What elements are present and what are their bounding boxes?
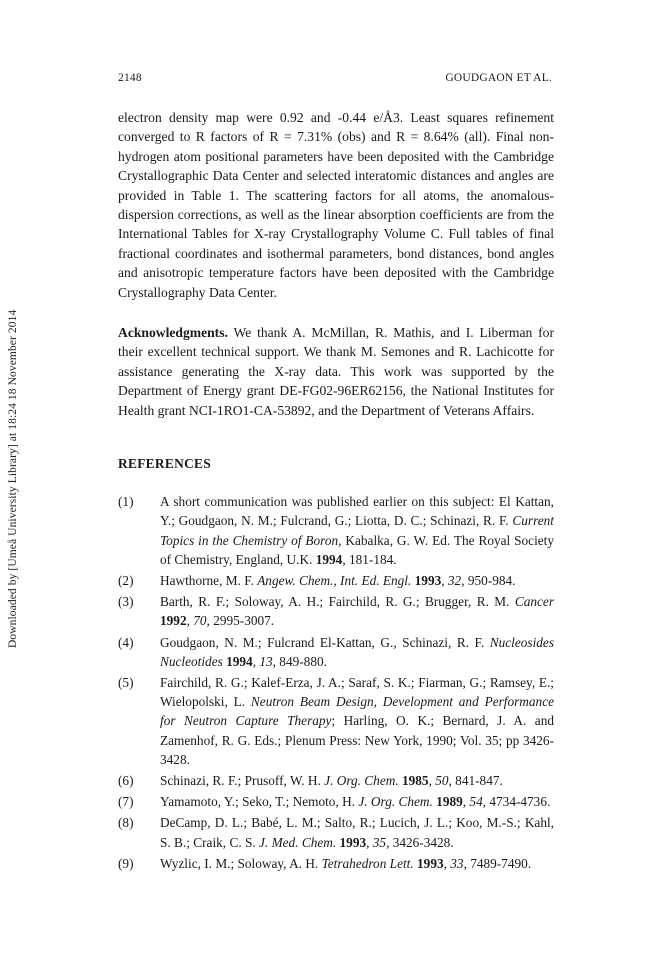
reference-pages: , 950-984.	[461, 572, 516, 588]
reference-number: (6)	[118, 772, 134, 788]
reference-item	[118, 854, 554, 873]
reference-pages: , 7489-7490.	[463, 855, 532, 871]
reference-item	[118, 592, 554, 630]
reference-number: (4)	[118, 634, 134, 650]
reference-authors: Yamamoto, Y.; Seko, T.; Nemoto, H.	[160, 794, 359, 810]
acknowledgments-heading: Acknowledgments.	[118, 325, 228, 341]
reference-pages: , 2995-3007.	[206, 613, 275, 629]
reference-number: (9)	[118, 855, 134, 871]
reference-year: 1994	[226, 653, 253, 669]
reference-source: J. Org. Chem.	[324, 772, 399, 788]
reference-number: (3)	[118, 594, 134, 610]
reference-number: (8)	[118, 815, 134, 831]
reference-year: 1993	[414, 572, 442, 588]
reference-item	[118, 771, 554, 790]
reference-number: (7)	[118, 794, 134, 810]
reference-source: Angew. Chem., Int. Ed. Engl.	[257, 572, 412, 588]
reference-authors: Schinazi, R. F.; Prusoff, W. H.	[160, 772, 325, 788]
reference-pages: , 181-184.	[342, 551, 397, 567]
reference-year: 1993	[339, 834, 367, 850]
reference-pages: , 3426-3428.	[386, 834, 454, 850]
reference-item	[118, 492, 554, 569]
reference-volume: 70	[193, 613, 207, 629]
reference-year: 1992	[160, 613, 187, 629]
reference-volume: 35	[372, 834, 387, 850]
download-watermark: Downloaded by [Umeå University Library] at 18:24 18 November 2014	[7, 309, 19, 648]
reference-item	[118, 633, 554, 671]
reference-details: ; Harling, O. K.; Bernard, J. A. and Zamenhof, R. G. Eds.; Plenum Press: New York, 1990; Vol. 35; pp 3426-3428.	[160, 713, 554, 767]
reference-authors: Wyzlic, I. M.; Soloway, A. H.	[160, 855, 322, 871]
reference-authors: A short communication was published earlier on this subject: El Kattan, Y.; Goudgaon, N. M.; Fulcrand, G.; Liotta, D. C.; Schinazi, R. F.	[160, 494, 554, 529]
reference-number: (1)	[118, 494, 134, 510]
reference-item	[118, 813, 554, 851]
reference-source: J. Med. Chem.	[259, 834, 337, 850]
reference-authors: DeCamp, D. L.; Babé, L. M.; Salto, R.; Lucich, J. L.; Koo, M.-S.; Kahl, S. B.; Craik, C. S.	[160, 815, 554, 850]
reference-sep: ,	[443, 855, 451, 871]
reference-pages: , 4734-4736.	[482, 794, 551, 810]
reference-volume: 54	[469, 794, 483, 810]
reference-authors: Fairchild, R. G.; Kalef-Erza, J. A.; Saraf, S. K.; Fiarman, G.; Ramsey, E.; Wielopolski, L.	[160, 674, 554, 710]
reference-sep: ,	[186, 613, 194, 629]
reference-authors: Hawthorne, M. F.	[160, 572, 258, 588]
reference-year: 1994	[315, 551, 343, 567]
body-paragraph: electron density map were 0.92 and -0.44 e/Å3. Least squares refinement converged to R factors of R = 7.31% (obs) and R = 8.64% (all). Final non-hydrogen atom positional parameters have been deposited with the Cambridge Crystallographic Data Center and selected interatomic distances and angles are provided in Table 1. The scattering factors for all atoms, the anomalous-dispersion corrections, as well as the linear absorption coefficients are from the International Tables for X-ray Crystallography Volume C. Full tables of final fractional coordinates and isothermal parameters, bond distances, bond angles and anisotropic temperature factors have been deposited with the Cambridge Crystallography Data Center.	[118, 110, 554, 300]
reference-source: J. Org. Chem.	[358, 794, 433, 810]
reference-number: (2)	[118, 572, 134, 588]
acknowledgments-paragraph	[118, 323, 554, 420]
page-number: 2148	[118, 72, 142, 84]
reference-sep: ,	[252, 653, 260, 669]
reference-authors: Goudgaon, N. M.; Fulcrand El-Kattan, G., Schinazi, R. F.	[160, 634, 490, 650]
reference-pages: , 849-880.	[272, 653, 327, 669]
reference-year: 1993	[417, 855, 444, 871]
reference-source: Current Topics in the Chemistry of Boron	[160, 513, 554, 548]
reference-year: 1985	[401, 772, 429, 788]
reference-source: Cancer	[514, 594, 554, 610]
reference-list	[118, 492, 554, 873]
reference-pages: , 841-847.	[448, 772, 503, 788]
acknowledgments-text: We thank A. McMillan, R. Mathis, and I. Liberman for their excellent technical support. We thank M. Semones and R. Lachicotte for assistance generating the X-ray data. This work was supported by the Department of Energy grant DE-FG02-96ER62156, the National Institutes for Health grant NCI-1RO1-CA-53892, and the Department of Veterans Affairs.	[118, 325, 554, 418]
reference-sep: ,	[441, 572, 448, 588]
references-heading: REFERENCES	[118, 456, 212, 472]
reference-year: 1989	[436, 794, 463, 810]
reference-item	[118, 673, 554, 769]
reference-source: Neutron Beam Design, Development and Performance for Neutron Capture Therapy	[160, 694, 554, 729]
reference-sep: ,	[462, 794, 470, 810]
running-title: GOUDGAON ET AL.	[445, 72, 552, 84]
reference-authors: Barth, R. F.; Soloway, A. H.; Fairchild, R. G.; Brugger, R. M.	[160, 594, 515, 610]
reference-item	[118, 792, 554, 811]
reference-volume: 33	[450, 855, 464, 871]
reference-sep: ,	[366, 834, 373, 850]
reference-item	[118, 571, 554, 590]
reference-volume: 13	[259, 653, 273, 669]
reference-number: (5)	[118, 674, 134, 690]
reference-volume: 50	[435, 772, 449, 788]
reference-source: Tetrahedron Lett.	[321, 855, 414, 871]
text-column	[118, 108, 554, 875]
reference-source: Nucleosides Nucleotides	[160, 634, 554, 669]
reference-details: , Kabalka, G. W. Ed. The Royal Society of Chemistry, England, U.K.	[160, 532, 555, 567]
reference-sep: ,	[428, 772, 436, 788]
reference-volume: 32	[447, 572, 462, 588]
